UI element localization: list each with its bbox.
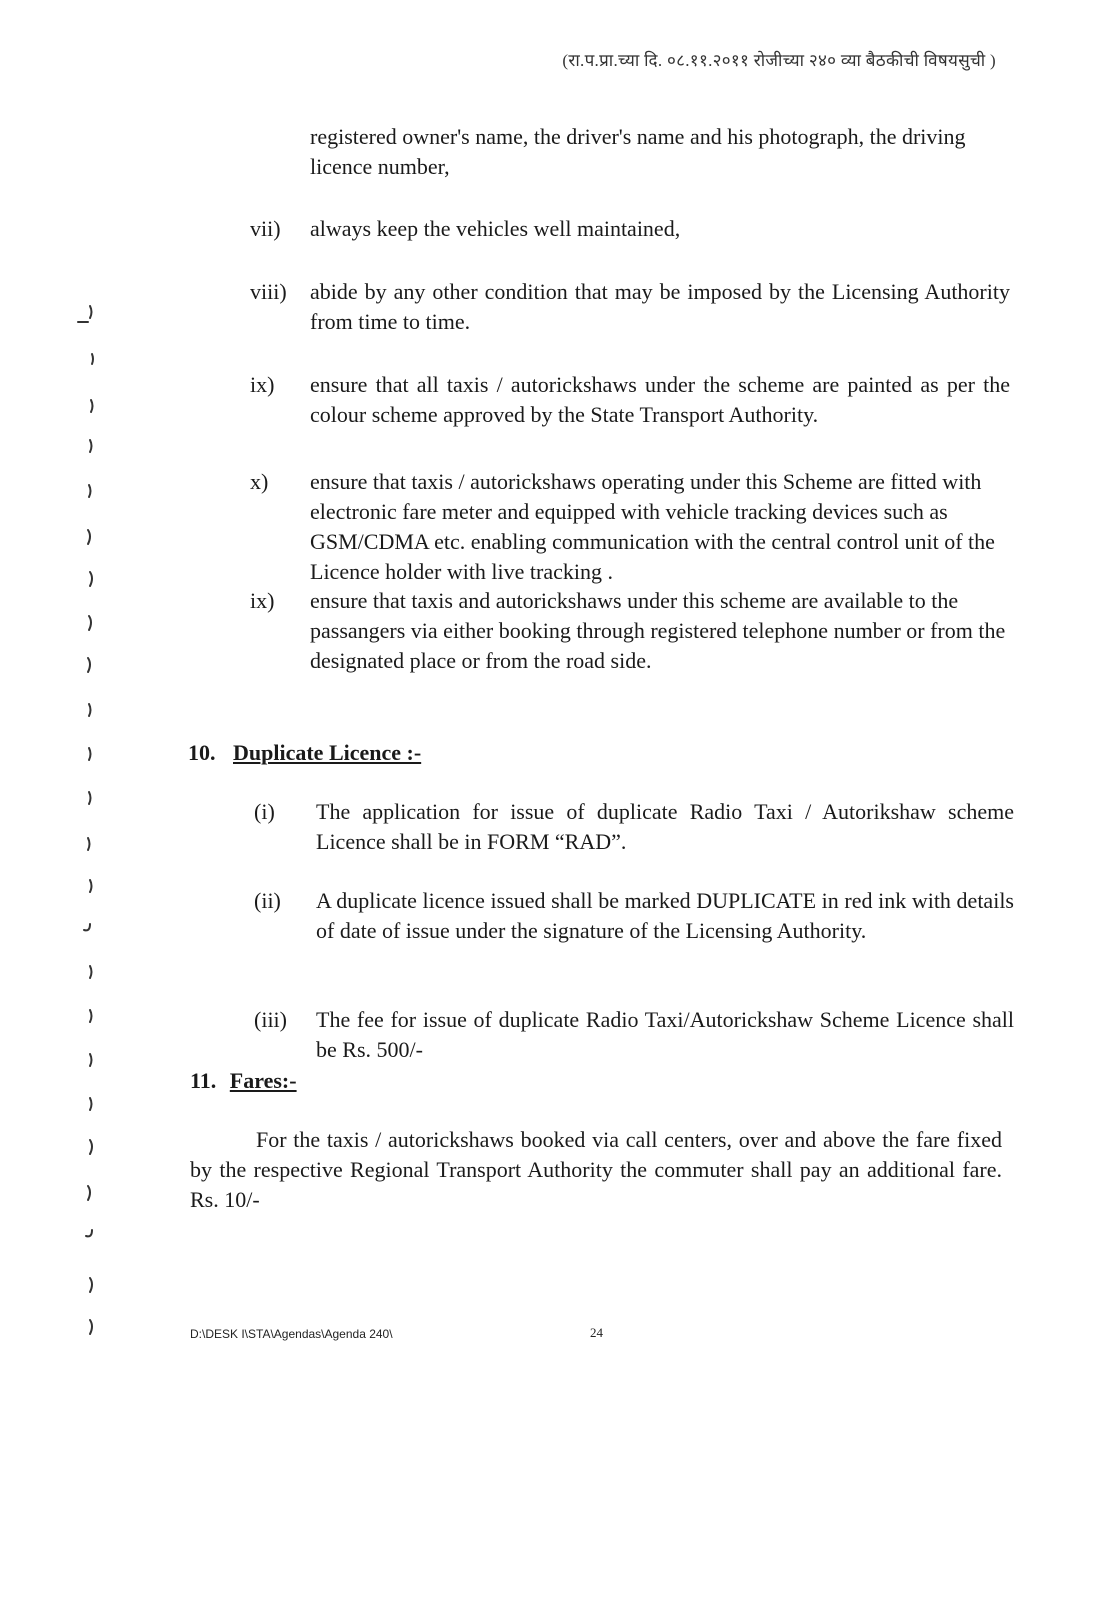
list-item-number: ix) [250, 372, 275, 397]
section-11-heading [190, 1066, 297, 1096]
list-item-text: The application for issue of duplicate Radio Taxi / Autorikshaw scheme Licence shall be in FORM “RAD”. [316, 799, 1014, 854]
page-number: 24 [590, 1325, 603, 1340]
list-item-x [250, 467, 1010, 587]
page-header: (रा.प.प्रा.च्या दि. ०८.११.२०११ रोजीच्या २४० व्या बैठकीची विषयसुची ) [562, 51, 996, 70]
section-number: 11. [190, 1068, 217, 1093]
section-10-item-iii [254, 1005, 1014, 1065]
list-item-text: abide by any other condition that may be imposed by the Licensing Authority from time to time. [310, 279, 1010, 334]
section-10-heading [188, 738, 421, 768]
list-item-continuation [250, 122, 1010, 182]
list-item-text: A duplicate licence issued shall be marked DUPLICATE in red ink with details of date of issue under the signature of the Licensing Authority. [316, 888, 1014, 943]
list-item-text: registered owner's name, the driver's name and his photograph, the driving licence number, [310, 124, 966, 179]
list-item-vii [250, 214, 1010, 244]
list-item-number: (i) [254, 799, 275, 824]
footer-file-path: D:\DESK I\STA\Agendas\Agenda 240\ [190, 1327, 393, 1341]
binding-margin-marks [0, 0, 140, 1600]
list-item-number: vii) [250, 216, 281, 241]
list-item-number: (iii) [254, 1007, 287, 1032]
list-item-text: ensure that taxis / autorickshaws operating under this Scheme are fitted with electronic fare meter and equipped with vehicle tracking devices such as GSM/CDMA etc. enabling communication with the central control unit of the Licence holder with live tracking . [310, 469, 995, 584]
list-item-viii [250, 277, 1010, 337]
list-item-text: ensure that all taxis / autorickshaws under the scheme are painted as per the colour scheme approved by the State Transport Authority. [310, 372, 1010, 427]
section-title: Duplicate Licence :- [233, 740, 422, 765]
list-item-number: viii) [250, 279, 287, 304]
section-10-item-i [254, 797, 1014, 857]
section-title: Fares:- [229, 1068, 297, 1093]
list-item-text: always keep the vehicles well maintained, [310, 216, 681, 241]
list-item-text: The fee for issue of duplicate Radio Taxi/Autorickshaw Scheme Licence shall be Rs. 500/- [316, 1007, 1014, 1062]
section-11-paragraph: For the taxis / autorickshaws booked via call centers, over and above the fare fixed by the respective Regional Transport Authority the commuter shall pay an additional fare. Rs. 10/- [190, 1127, 1002, 1212]
list-item-text: ensure that taxis and autorickshaws under this scheme are available to the passangers via either booking through registered telephone number or from the designated place or from the road side. [310, 588, 1006, 673]
list-item-number: ix) [250, 588, 275, 613]
list-item-ix-second [250, 586, 1010, 676]
section-number: 10. [188, 740, 216, 765]
list-item-ix [250, 370, 1010, 430]
list-item-number: x) [250, 469, 269, 494]
section-10-item-ii [254, 886, 1014, 946]
list-item-number: (ii) [254, 888, 281, 913]
